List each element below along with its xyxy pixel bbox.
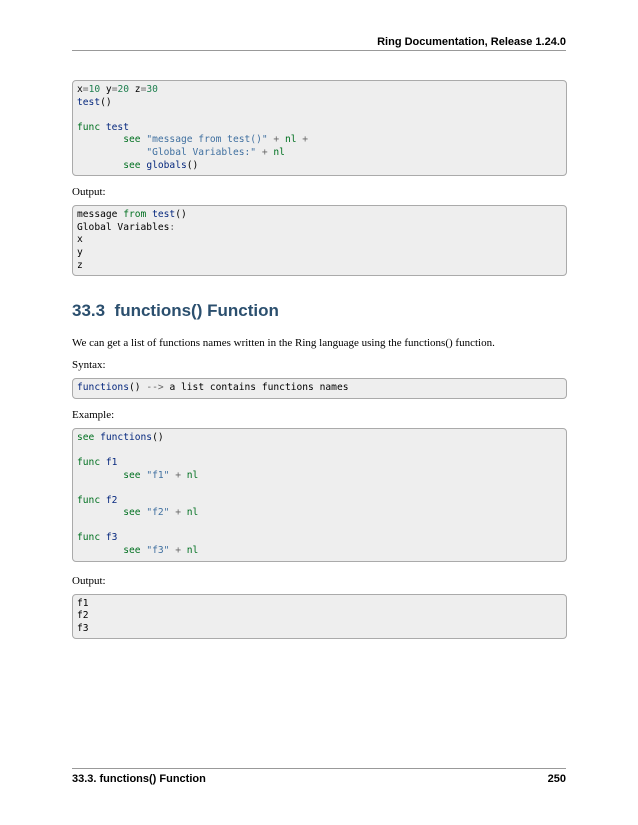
- section-heading: [72, 301, 567, 321]
- code-line: "Global Variables:" + nl: [146, 146, 285, 158]
- code-line: see functions(): [77, 431, 164, 443]
- code-line: f2: [77, 610, 89, 622]
- code-line: functions() --> a list contains functions names: [77, 382, 349, 394]
- paragraph-output-label-2: Output:: [72, 574, 106, 587]
- footer-rule: [72, 768, 566, 769]
- code-line: func test: [77, 121, 129, 133]
- code-line: see "f3" + nl: [123, 545, 199, 557]
- code-line: func f2: [77, 494, 118, 506]
- footer-section: 33.3. functions() Function: [72, 773, 206, 785]
- code-line: func f3: [77, 532, 118, 544]
- section-title: functions() Function: [114, 301, 279, 321]
- code-block-functions-example: [72, 428, 567, 562]
- paragraph-output-label: Output:: [72, 186, 106, 199]
- code-line: message from test(): [77, 209, 187, 221]
- page-number: 250: [547, 773, 566, 785]
- code-line: see globals(): [123, 159, 199, 171]
- code-line: func f1: [77, 456, 118, 468]
- code-line: f3: [77, 622, 89, 634]
- code-block-output-2: [72, 594, 567, 640]
- paragraph-example-label: Example:: [72, 408, 115, 421]
- code-line: see "f2" + nl: [123, 507, 199, 519]
- page-content: [72, 78, 567, 639]
- code-line: z: [77, 259, 83, 271]
- code-line: f1: [77, 597, 89, 609]
- section-number: 33.3: [72, 301, 106, 321]
- code-line: see "f1" + nl: [123, 469, 199, 481]
- paragraph-syntax-label: Syntax:: [72, 359, 106, 372]
- header-rule: [72, 50, 566, 51]
- code-line: see "message from test()" + nl +: [123, 134, 309, 146]
- page-footer: [72, 773, 566, 785]
- code-line: x: [77, 234, 83, 246]
- page-header: Ring Documentation, Release 1.24.0: [377, 36, 566, 48]
- code-line: x=10 y=20 z=30: [77, 84, 158, 95]
- code-block-syntax: [72, 378, 567, 399]
- code-line: y: [77, 246, 83, 258]
- code-line: Global Variables:: [77, 221, 176, 233]
- code-block-output-1: [72, 205, 567, 276]
- paragraph-intro: We can get a list of functions names written in the Ring language using the functions() function.: [72, 337, 495, 350]
- code-line: test(): [77, 96, 112, 108]
- code-block-globals-example: [72, 80, 567, 176]
